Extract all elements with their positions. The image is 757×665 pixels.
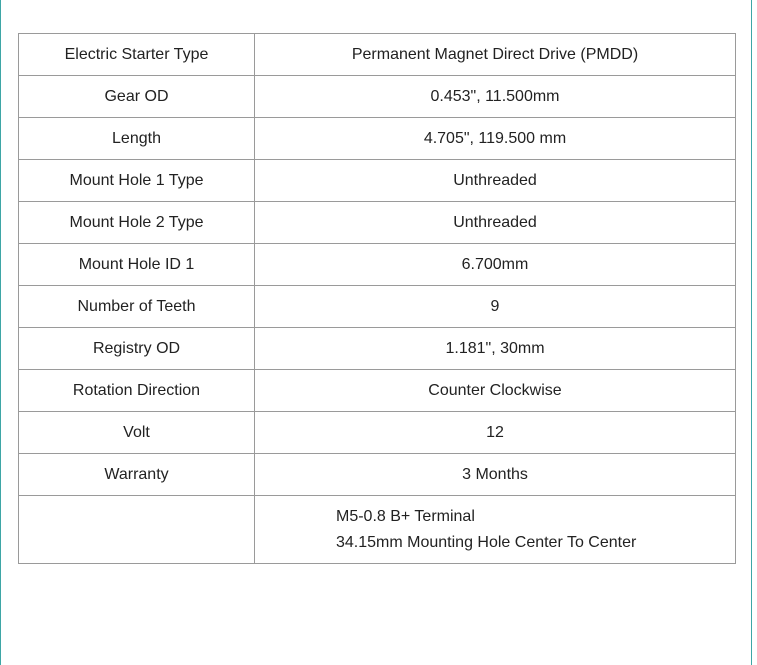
table-row bbox=[19, 328, 736, 370]
notes-label bbox=[19, 496, 255, 564]
spec-label: Volt bbox=[19, 412, 255, 454]
spec-label: Mount Hole ID 1 bbox=[19, 244, 255, 286]
notes-cell bbox=[255, 496, 736, 564]
spec-label: Length bbox=[19, 118, 255, 160]
spec-value: 0.453", 11.500mm bbox=[255, 76, 736, 118]
spec-value: 9 bbox=[255, 286, 736, 328]
table-row bbox=[19, 160, 736, 202]
table-row bbox=[19, 454, 736, 496]
table-row bbox=[19, 412, 736, 454]
table-row bbox=[19, 286, 736, 328]
table-row bbox=[19, 202, 736, 244]
frame-border-right bbox=[751, 0, 752, 665]
spec-label: Number of Teeth bbox=[19, 286, 255, 328]
frame-border-left bbox=[0, 0, 1, 665]
specifications-table bbox=[18, 33, 736, 564]
note-mounting-hole: 34.15mm Mounting Hole Center To Center bbox=[336, 533, 637, 551]
spec-value: Unthreaded bbox=[255, 160, 736, 202]
spec-label: Mount Hole 1 Type bbox=[19, 160, 255, 202]
table-row bbox=[19, 118, 736, 160]
spec-value: Permanent Magnet Direct Drive (PMDD) bbox=[255, 34, 736, 76]
table-row bbox=[19, 244, 736, 286]
spec-value: Unthreaded bbox=[255, 202, 736, 244]
spec-label: Mount Hole 2 Type bbox=[19, 202, 255, 244]
table-row-notes bbox=[19, 496, 736, 564]
spec-value: 12 bbox=[255, 412, 736, 454]
table-row bbox=[19, 370, 736, 412]
spec-label: Warranty bbox=[19, 454, 255, 496]
spec-value: 4.705", 119.500 mm bbox=[255, 118, 736, 160]
spec-value: 1.181", 30mm bbox=[255, 328, 736, 370]
spec-value: 6.700mm bbox=[255, 244, 736, 286]
spec-value: Counter Clockwise bbox=[255, 370, 736, 412]
spec-label: Rotation Direction bbox=[19, 370, 255, 412]
spec-label: Gear OD bbox=[19, 76, 255, 118]
spec-value: 3 Months bbox=[255, 454, 736, 496]
spec-label: Registry OD bbox=[19, 328, 255, 370]
spec-label: Electric Starter Type bbox=[19, 34, 255, 76]
table-row bbox=[19, 76, 736, 118]
note-terminal: M5-0.8 B+ Terminal bbox=[336, 507, 475, 525]
table-row bbox=[19, 34, 736, 76]
